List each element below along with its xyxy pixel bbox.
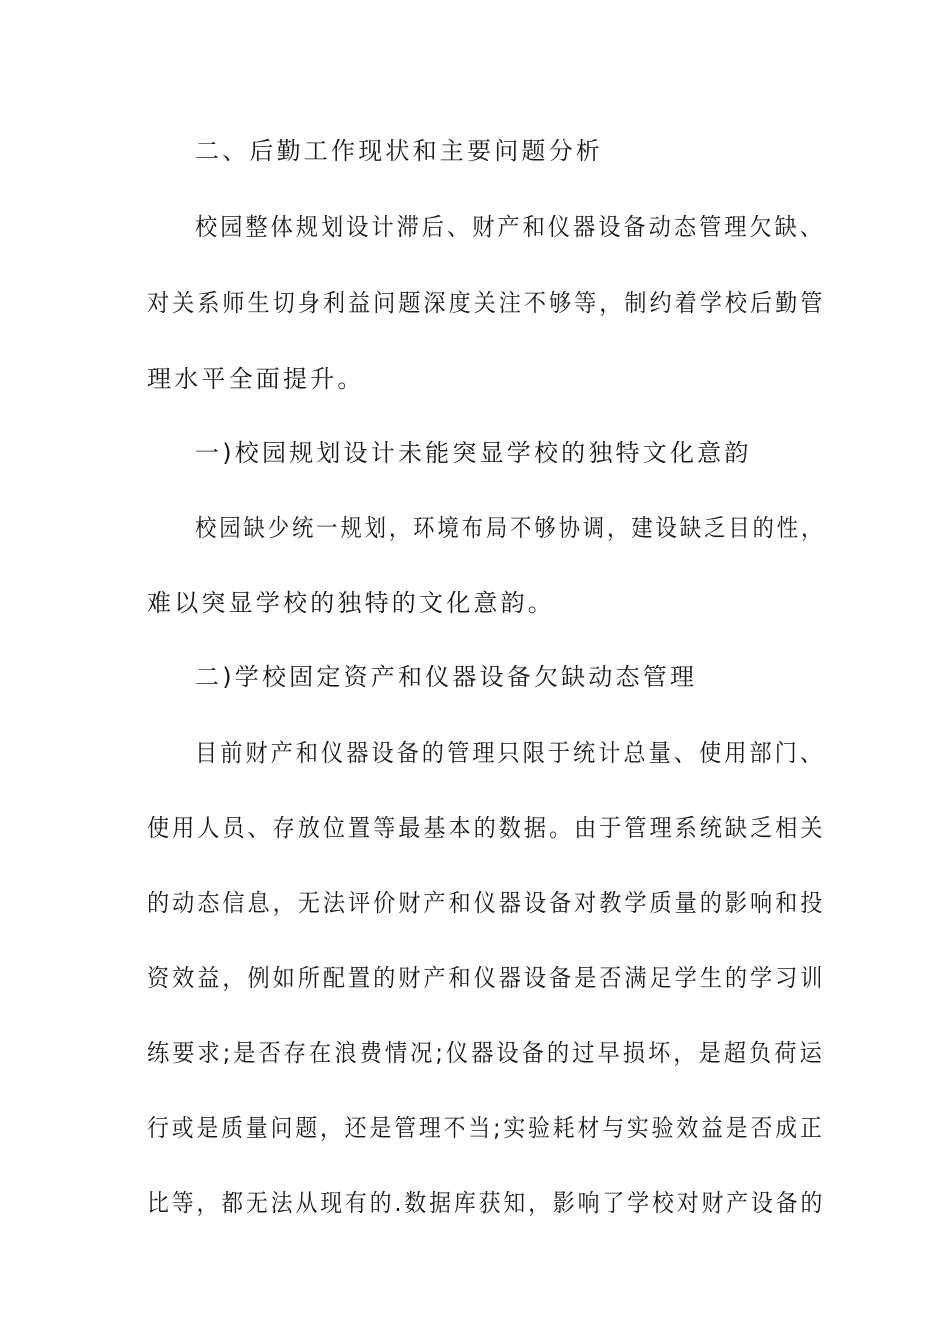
paragraph-line: 校园整体规划设计滞后、财产和仪器设备动态管理欠缺、 (195, 213, 826, 241)
paragraph-line: 资效益，例如所配置的财产和仪器设备是否满足学生的学习训 (147, 964, 826, 992)
section-heading: 二、后勤工作现状和主要问题分析 (195, 137, 603, 165)
subsection-heading: 二)学校固定资产和仪器设备欠缺动态管理 (195, 663, 698, 691)
paragraph-line: 难以突显学校的独特的文化意韵。 (147, 589, 555, 617)
paragraph-line: 的动态信息，无法评价财产和仪器设备对教学质量的影响和投 (147, 889, 826, 917)
paragraph-line: 行或是质量问题，还是管理不当;实验耗材与实验效益是否成正 (147, 1114, 825, 1142)
paragraph-line: 练要求;是否存在浪费情况;仪器设备的过早损坏，是超负荷运 (147, 1039, 825, 1067)
paragraph-line: 使用人员、存放位置等最基本的数据。由于管理系统缺乏相关 (147, 814, 826, 842)
paragraph-line: 理水平全面提升。 (147, 365, 365, 393)
paragraph-line: 目前财产和仪器设备的管理只限于统计总量、使用部门、 (195, 739, 826, 767)
paragraph-line: 对关系师生切身利益问题深度关注不够等，制约着学校后勤管 (147, 289, 826, 317)
subsection-heading: 一)校园规划设计未能突显学校的独特文化意韵 (195, 439, 752, 467)
paragraph-line: 校园缺少统一规划，环境布局不够协调，建设缺乏目的性， (195, 514, 826, 542)
paragraph-line: 比等，都无法从现有的.数据库获知，影响了学校对财产设备的 (147, 1189, 826, 1217)
